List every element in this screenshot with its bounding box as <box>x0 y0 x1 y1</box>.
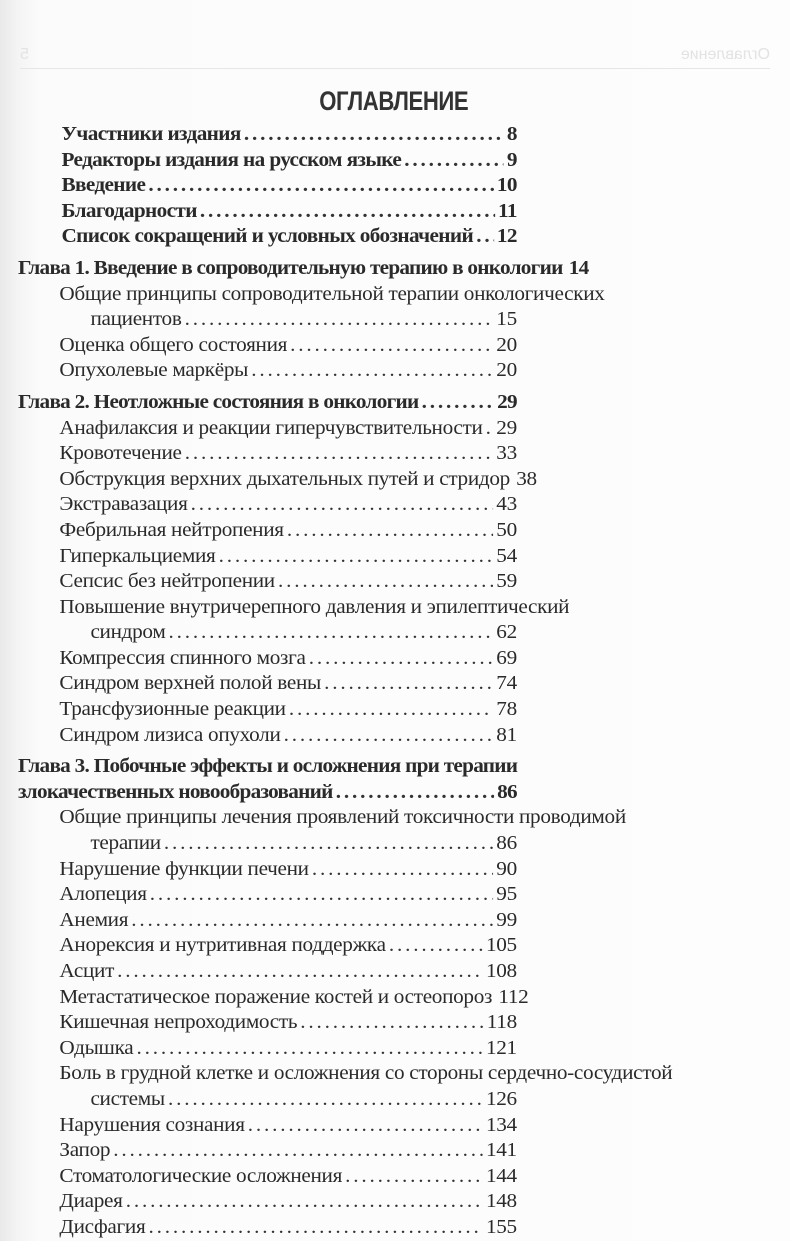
toc-page-number: 108 <box>485 960 517 982</box>
toc-entry[interactable] <box>18 358 517 384</box>
dot-leader <box>113 1138 483 1164</box>
toc-entry-title: Общие принципы лечения проявлений токсичности проводимой <box>59 806 626 829</box>
dot-leader <box>309 646 493 672</box>
toc-chapter-entry[interactable] <box>18 754 517 780</box>
toc-page-number: 155 <box>485 1215 517 1238</box>
toc-entry[interactable] <box>18 467 537 493</box>
toc-entry[interactable] <box>18 544 517 570</box>
toc-entry-title: Дисфагия <box>59 1215 146 1238</box>
toc-entry[interactable] <box>18 646 517 672</box>
toc-page-number: 15 <box>496 308 517 331</box>
toc-entry-title-continuation: терапии <box>90 832 161 855</box>
toc-entry[interactable] <box>18 831 517 857</box>
toc-entry-title: Сепсис без нейтропении <box>59 570 275 593</box>
dot-leader <box>389 933 483 959</box>
dot-leader <box>168 1087 483 1113</box>
toc-entry[interactable] <box>18 882 517 908</box>
toc-entry-title-continuation: синдром <box>90 621 166 644</box>
toc-entry-title: Гиперкальциемия <box>59 544 216 567</box>
dot-leader <box>219 544 494 570</box>
toc-page-number: 12 <box>496 225 517 248</box>
toc-entry-title: Экстравазация <box>59 493 188 516</box>
toc-entry-title: Анорексия и нутритивная поддержка <box>59 934 386 957</box>
toc-page-number: 86 <box>497 780 517 803</box>
toc-page-number: 148 <box>485 1190 517 1213</box>
toc-page-number: 8 <box>506 123 517 145</box>
toc-entry[interactable] <box>18 1138 517 1164</box>
toc-chapter-entry[interactable] <box>18 780 517 806</box>
toc-entry-title: Запор <box>59 1139 111 1162</box>
dot-leader <box>131 908 493 934</box>
toc-entry-title: Введение <box>61 174 146 197</box>
toc-chapter-entry[interactable] <box>18 390 517 416</box>
bleed-through-header-page: 5 <box>20 46 29 63</box>
toc-entry-title: Анафилаксия и реакции гиперчувствительности <box>59 416 483 439</box>
toc-page-number: 95 <box>496 883 517 906</box>
toc-page-number: 10 <box>496 174 517 197</box>
toc-page-number: 9 <box>506 148 517 171</box>
toc-entry-title-continuation: пациентов <box>90 308 182 331</box>
toc-entry[interactable] <box>18 1061 673 1087</box>
toc-entry[interactable] <box>18 933 517 959</box>
toc-entry-title: Оценка общего состояния <box>59 333 288 356</box>
toc-page-number: 78 <box>496 698 517 721</box>
toc-entry-title: Алопеция <box>59 883 147 906</box>
dot-leader <box>185 307 494 333</box>
dot-leader <box>136 1036 482 1062</box>
toc-entry[interactable] <box>18 805 626 831</box>
toc-entry-title: Фебрильная нейтропения <box>59 518 284 541</box>
toc-entry[interactable] <box>18 224 517 250</box>
toc-entry-title: Благодарности <box>61 199 197 222</box>
toc-page-number: 141 <box>485 1139 517 1162</box>
toc-entry[interactable] <box>18 492 517 518</box>
toc-page-number: 126 <box>485 1087 517 1110</box>
toc-entry-title: Участники издания <box>61 123 241 145</box>
toc-page-number: 118 <box>486 1011 517 1034</box>
toc-entry-title: Опухолевые маркёры <box>59 359 249 382</box>
toc-page-number: 54 <box>496 544 517 567</box>
toc-entry-title: Обструкция верхних дыхательных путей и стридор <box>59 467 510 490</box>
dot-leader <box>251 358 493 384</box>
dot-leader <box>476 224 494 250</box>
toc-page-number: 144 <box>485 1164 517 1187</box>
toc-entry[interactable] <box>18 697 517 723</box>
dot-leader <box>284 723 494 749</box>
dot-leader <box>149 1215 483 1241</box>
dot-leader <box>345 1164 483 1190</box>
dot-leader <box>164 831 493 857</box>
dot-leader <box>148 173 493 199</box>
toc-page-number: 20 <box>496 359 517 382</box>
dot-leader <box>169 620 494 646</box>
toc-entry[interactable] <box>18 959 517 985</box>
toc-entry[interactable] <box>18 416 517 442</box>
dot-leader <box>312 857 493 883</box>
toc-entry[interactable] <box>18 122 517 148</box>
dot-leader <box>422 390 494 416</box>
toc-page-number: 11 <box>498 199 517 222</box>
toc-page-number: 90 <box>496 857 517 880</box>
toc-page-number: 38 <box>516 467 537 490</box>
toc-page-number: 50 <box>496 518 517 541</box>
toc-page-number: 99 <box>496 908 517 931</box>
toc-entry-title: Кишечная непроходимость <box>59 1011 298 1034</box>
dot-leader <box>324 671 493 697</box>
toc-page-number: 62 <box>496 621 517 644</box>
toc-page-number: 112 <box>498 985 529 1008</box>
toc-entry[interactable] <box>18 569 517 595</box>
toc-entry-title-continuation: системы <box>90 1087 165 1110</box>
toc-entry-title-continuation: злокачественных новообразований <box>18 780 333 803</box>
dot-leader <box>404 148 504 174</box>
dot-leader <box>486 416 494 442</box>
toc-entry[interactable] <box>18 671 517 697</box>
toc-entry-title: Глава 1. Введение в сопроводительную терапию в онкологии <box>18 256 563 279</box>
toc-entry[interactable] <box>18 1164 517 1190</box>
dot-leader <box>287 518 493 544</box>
toc-entry[interactable] <box>18 985 529 1011</box>
dot-leader <box>278 569 493 595</box>
toc-entry-title: Глава 2. Неотложные состояния в онкологии <box>18 390 419 413</box>
toc-entry-title: Кровотечение <box>59 442 182 465</box>
toc-entry-title: Стоматологические осложнения <box>59 1164 343 1187</box>
toc-entry[interactable] <box>18 857 517 883</box>
toc-entry[interactable] <box>18 908 517 934</box>
toc-entry[interactable] <box>18 1113 517 1139</box>
toc-entry[interactable] <box>18 620 517 646</box>
dot-leader <box>300 1010 483 1036</box>
toc-entry-title: Синдром лизиса опухоли <box>59 723 281 746</box>
toc-page-number: 121 <box>485 1036 517 1059</box>
toc-entry[interactable] <box>18 333 517 359</box>
dot-leader <box>290 333 493 359</box>
toc-page-number: 134 <box>485 1113 517 1136</box>
toc-entry[interactable] <box>18 518 517 544</box>
toc-entry-title: Общие принципы сопроводительной терапии онкологических <box>59 282 605 305</box>
toc-entry-title: Диарея <box>59 1190 123 1213</box>
toc-page-number: 14 <box>568 256 589 279</box>
toc-page-number: 74 <box>496 672 517 695</box>
toc-page-number: 29 <box>496 416 517 439</box>
toc-page-number: 69 <box>496 646 517 669</box>
toc-entry[interactable] <box>18 307 517 333</box>
toc-entry-title: Трансфузионные реакции <box>59 698 286 721</box>
dot-leader <box>117 959 483 985</box>
toc-page-number: 59 <box>496 570 517 593</box>
toc-entry[interactable] <box>18 595 570 621</box>
toc-entry[interactable] <box>18 282 605 308</box>
dot-leader <box>126 1189 483 1215</box>
dot-leader <box>185 441 493 467</box>
dot-leader <box>244 122 504 148</box>
toc-entry-title: Боль в грудной клетке и осложнения со стороны сердечно-сосудистой <box>59 1062 673 1085</box>
toc-entry-title: Метастатическое поражение костей и остеопороз <box>59 985 493 1008</box>
toc-entry[interactable] <box>18 723 517 749</box>
toc-entry-title: Список сокращений и условных обозначений <box>61 225 474 248</box>
toc-entry[interactable] <box>18 1010 517 1036</box>
toc-entry[interactable] <box>18 173 517 199</box>
toc-page-number: 20 <box>496 333 517 356</box>
toc-page-number: 81 <box>496 723 517 746</box>
bleed-through-running-header <box>20 28 770 69</box>
toc-entry[interactable] <box>18 199 517 225</box>
toc-page-number: 29 <box>497 390 517 413</box>
toc-entry-title: Нарушение функции печени <box>59 857 309 880</box>
bleed-through-header-title: Оглавление <box>680 46 770 63</box>
toc-chapter-entry[interactable] <box>18 256 589 282</box>
toc-entry[interactable] <box>18 1215 517 1241</box>
dot-leader <box>248 1113 483 1139</box>
toc-entry[interactable] <box>18 1189 517 1215</box>
toc-entry[interactable] <box>18 1087 517 1113</box>
table-of-contents <box>18 122 673 1241</box>
toc-page-number: 43 <box>496 493 517 516</box>
dot-leader <box>191 492 493 518</box>
toc-entry-title: Анемия <box>59 908 129 931</box>
toc-entry-title: Нарушения сознания <box>59 1113 245 1136</box>
toc-entry-title: Компрессия спинного мозга <box>59 646 306 669</box>
dot-leader <box>336 780 494 806</box>
toc-page-number: 33 <box>496 442 517 465</box>
dot-leader <box>289 697 493 723</box>
toc-entry-title: Синдром верхней полой вены <box>59 672 321 695</box>
toc-entry-title: Глава 3. Побочные эффекты и осложнения при терапии <box>18 755 518 778</box>
toc-page-number: 86 <box>496 832 517 855</box>
toc-entry-title: Одышка <box>59 1036 134 1059</box>
toc-entry-title: Редакторы издания на русском языке <box>61 148 402 171</box>
toc-entry[interactable] <box>18 441 517 467</box>
dot-leader <box>150 882 493 908</box>
toc-entry-title: Повышение внутричерепного давления и эпилептический <box>59 595 570 618</box>
toc-entry[interactable] <box>18 148 517 174</box>
toc-page-number: 105 <box>485 934 517 957</box>
toc-entry[interactable] <box>18 1036 517 1062</box>
page-title: ОГЛАВЛЕНИЕ <box>319 86 469 116</box>
dot-leader <box>200 199 495 225</box>
toc-entry-title: Асцит <box>59 960 115 982</box>
